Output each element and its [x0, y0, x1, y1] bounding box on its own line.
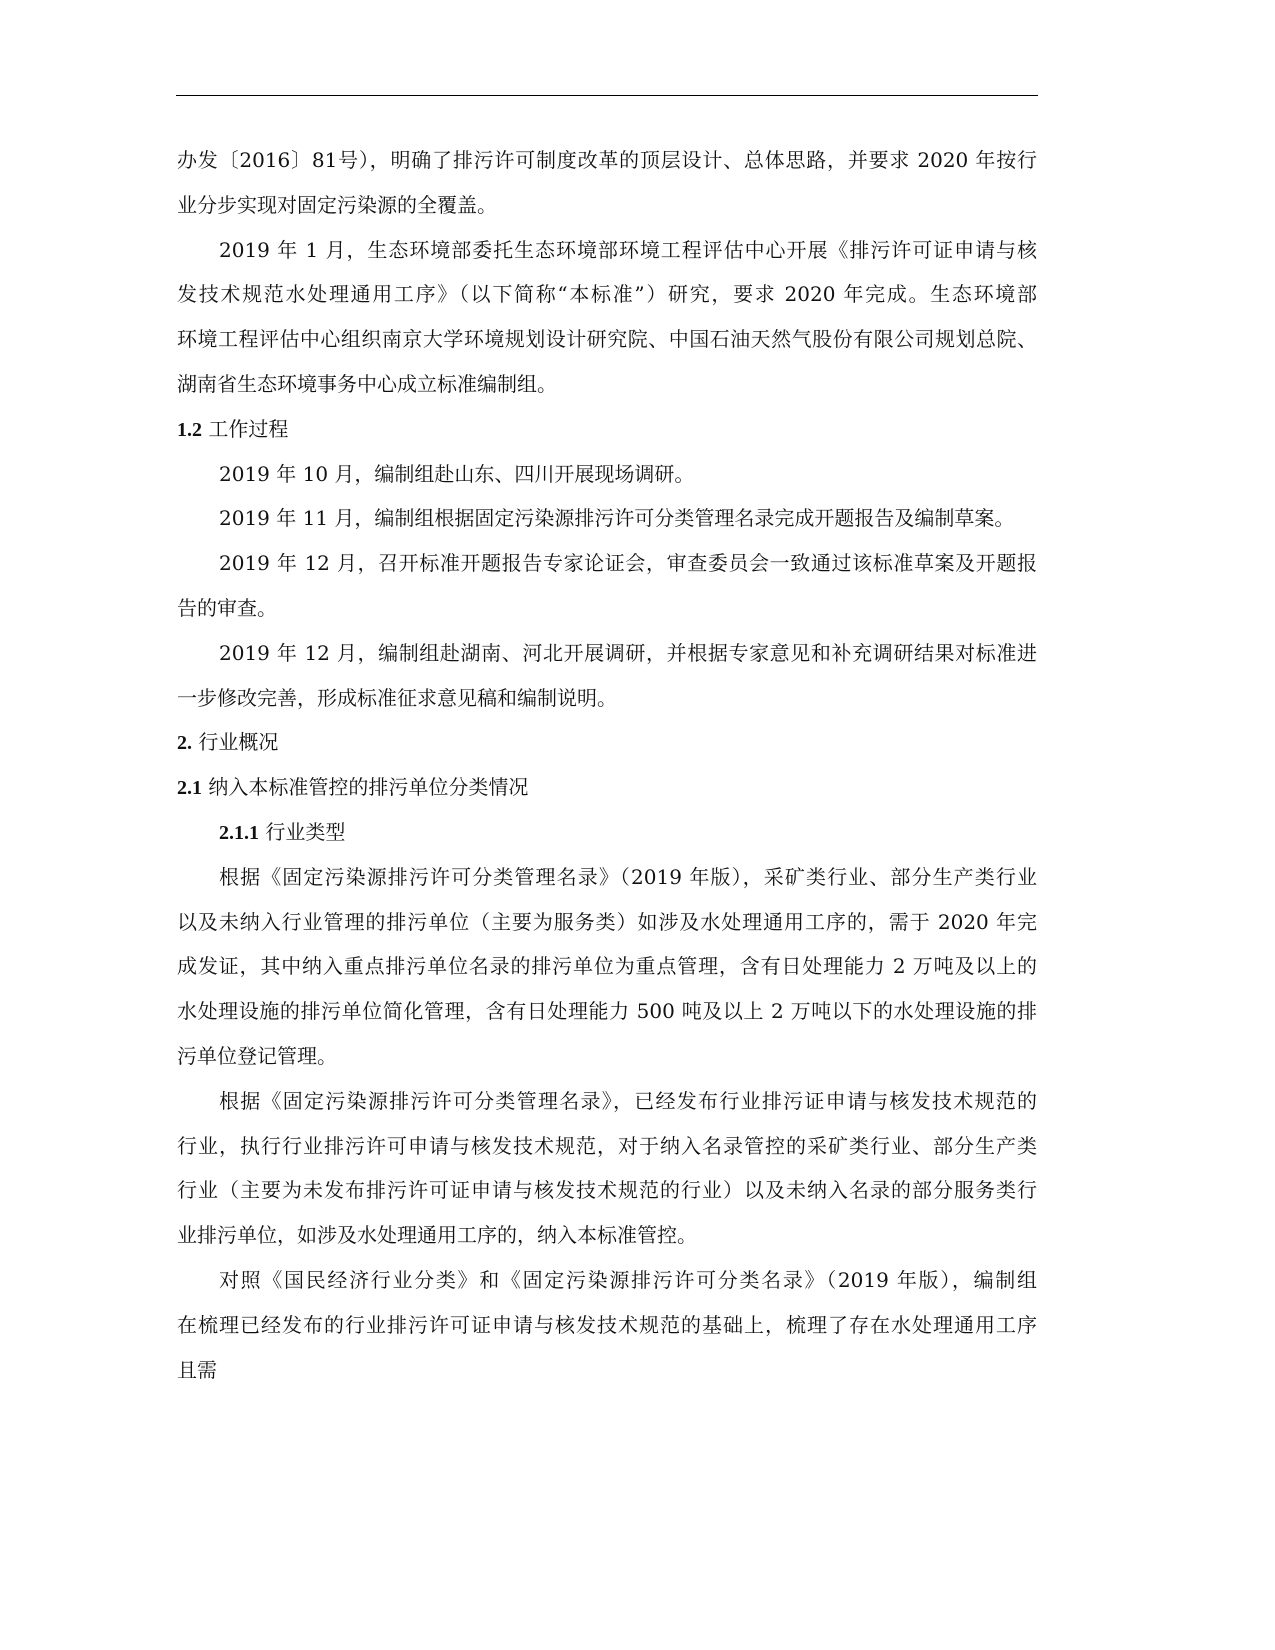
section-title: 行业类型 — [265, 819, 346, 844]
text-line: 告的审查。 — [177, 595, 277, 620]
section-heading — [177, 810, 1037, 855]
section-heading — [177, 720, 1037, 765]
header-rule — [176, 95, 1038, 96]
text-line: 在梳理已经发布的行业排污许可证申请与核发技术规范的基础上，梳理了存在水处理通用工序 — [177, 1312, 1037, 1337]
paragraph — [177, 1258, 1037, 1392]
document-body — [177, 138, 1037, 1392]
text-line: 2019 年 1 月，生态环境部委托生态环境部环境工程评估中心开展《排污许可证申请与核 — [219, 237, 1037, 262]
section-heading — [177, 407, 1037, 452]
text-line: 业分步实现对固定污染源的全覆盖。 — [177, 192, 497, 217]
text-line: 根据《固定污染源排污许可分类管理名录》（2019 年版），采矿类行业、部分生产类行业 — [219, 864, 1037, 889]
paragraph — [177, 452, 1037, 497]
text-line: 污单位登记管理。 — [177, 1043, 337, 1068]
section-title: 纳入本标准管控的排污单位分类情况 — [208, 775, 529, 800]
text-line: 2019 年 11 月，编制组根据固定污染源排污许可分类管理名录完成开题报告及编制草案。 — [219, 506, 1015, 531]
text-line: 根据《固定污染源排污许可分类管理名录》，已经发布行业排污证申请与核发技术规范的 — [219, 1088, 1037, 1113]
section-number: 2.1 — [177, 777, 202, 800]
text-line: 一步修改完善，形成标准征求意见稿和编制说明。 — [177, 685, 617, 710]
text-line: 2019 年 12 月，召开标准开题报告专家论证会，审查委员会一致通过该标准草案及开题报 — [219, 551, 1037, 576]
text-line: 对照《国民经济行业分类》和《固定污染源排污许可分类名录》（2019 年版），编制组 — [219, 1267, 1037, 1292]
section-number: 2. — [177, 732, 192, 755]
text-line: 行业，执行行业排污许可申请与核发技术规范，对于纳入名录管控的采矿类行业、部分生产类 — [177, 1133, 1037, 1158]
section-heading — [177, 765, 1037, 810]
text-line: 以及未纳入行业管理的排污单位（主要为服务类）如涉及水处理通用工序的，需于 2020 年完 — [177, 909, 1037, 934]
text-line: 办发〔2016〕81号），明确了排污许可制度改革的顶层设计、总体思路，并要求 2020 年按行 — [177, 148, 1037, 172]
text-line: 且需 — [177, 1357, 217, 1382]
paragraph — [177, 541, 1037, 631]
paragraph — [177, 631, 1037, 721]
paragraph — [177, 1079, 1037, 1258]
text-line: 环境工程评估中心组织南京大学环境规划设计研究院、中国石油天然气股份有限公司规划总院、 — [177, 327, 1037, 352]
paragraph — [177, 228, 1037, 407]
section-number: 1.2 — [177, 418, 202, 441]
section-title: 行业概况 — [198, 730, 279, 755]
text-line: 湖南省生态环境事务中心成立标准编制组。 — [177, 371, 557, 396]
section-number: 2.1.1 — [219, 821, 259, 844]
text-line: 行业（主要为未发布排污许可证申请与核发技术规范的行业）以及未纳入名录的部分服务类行 — [177, 1178, 1037, 1203]
text-line: 成发证，其中纳入重点排污单位名录的排污单位为重点管理，含有日处理能力 2 万吨及以上的 — [177, 954, 1037, 979]
text-line: 2019 年 10 月，编制组赴山东、四川开展现场调研。 — [219, 461, 695, 486]
paragraph — [177, 855, 1037, 1079]
paragraph — [177, 138, 1037, 228]
text-line: 2019 年 12 月，编制组赴湖南、河北开展调研，并根据专家意见和补充调研结果对标准进 — [219, 640, 1037, 665]
text-line: 发技术规范水处理通用工序》（以下简称“本标准”）研究，要求 2020 年完成。生态环境部 — [177, 282, 1037, 307]
text-line: 水处理设施的排污单位简化管理，含有日处理能力 500 吨及以上 2 万吨以下的水处理设施的排 — [177, 999, 1037, 1024]
paragraph — [177, 496, 1037, 541]
text-line: 业排污单位，如涉及水处理通用工序的，纳入本标准管控。 — [177, 1223, 697, 1248]
section-title: 工作过程 — [208, 416, 289, 441]
